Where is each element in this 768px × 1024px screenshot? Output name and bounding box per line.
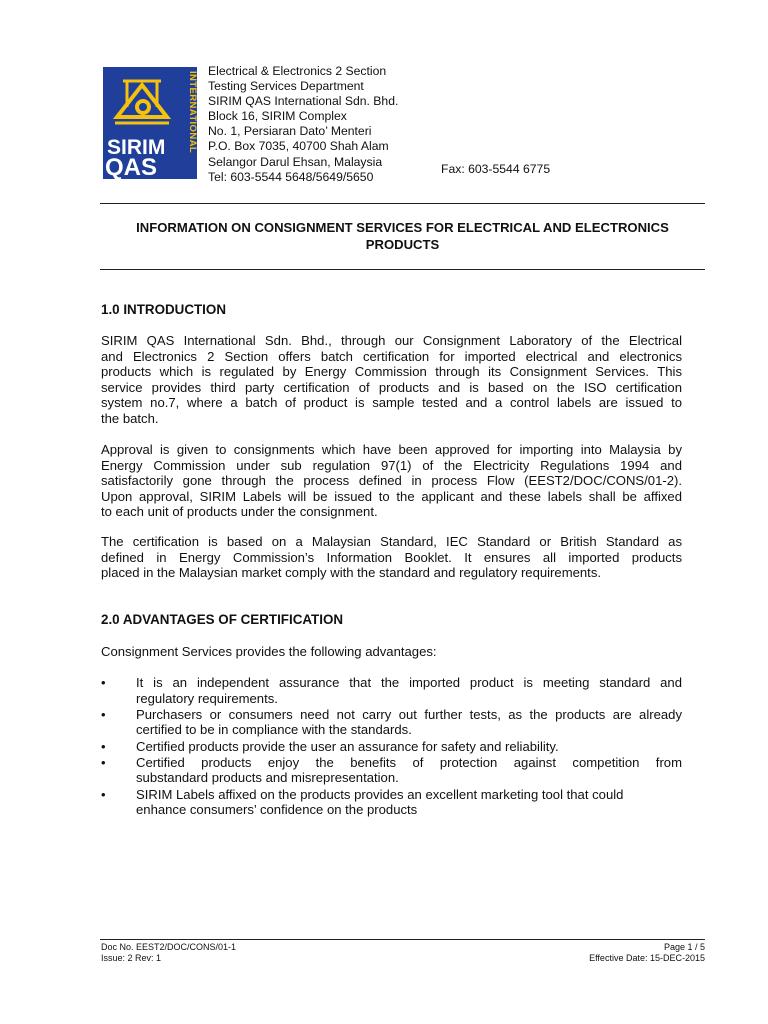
effective-date: Effective Date: 15-DEC-2015 (589, 953, 705, 963)
text-line: placed in the Malaysian market comply with the standard and regulatory requirements. (101, 565, 601, 581)
document-title (100, 219, 705, 253)
text-line: Upon approval, SIRIM Labels will be issued to the applicant and these labels shall be affixed (101, 488, 682, 504)
address-line: Testing Services Department (208, 79, 364, 94)
text-line: The certification is based on a Malaysian Standard, IEC Standard or British Standard as (101, 534, 682, 549)
list-item (101, 755, 682, 786)
advantages-intro (101, 644, 682, 660)
bullet-icon: • (101, 675, 106, 690)
footer-left (101, 942, 236, 964)
address-line: Selangor Darul Ehsan, Malaysia (208, 154, 383, 169)
text-line: and Electronics 2 Section offers batch certification for imported electrical and electronics (101, 348, 682, 364)
logo-sirim-text: SIRIM (107, 136, 166, 159)
text-line: system no.7, where a batch of product is sample tested and a control labels are issued to (101, 395, 682, 411)
text-line: SIRIM Labels affixed on the products provides an excellent marketing tool that could (136, 786, 624, 802)
section-heading-advantages: 2.0 ADVANTAGES OF CERTIFICATION (101, 612, 344, 627)
text-line: Certified products provide the user an assurance for safety and reliability. (136, 738, 559, 754)
title-line: PRODUCTS (365, 237, 440, 252)
logo-qas-text: QAS (105, 154, 158, 179)
advantages-list (101, 675, 682, 818)
text-line: enhance consumers’ confidence on the products (136, 802, 418, 818)
issue-revision: Issue: 2 Rev: 1 (101, 953, 162, 963)
list-item (101, 739, 682, 755)
text-line: Purchasers or consumers need not carry out further tests, as the products are already (136, 706, 682, 722)
address-block (208, 64, 398, 185)
text-line: to each unit of products under the consignment. (101, 504, 378, 520)
list-item (101, 787, 682, 818)
title-bottom-rule (100, 269, 705, 270)
list-item (101, 675, 682, 706)
sirim-qas-logo (103, 67, 197, 179)
bullet-icon: • (101, 754, 106, 770)
page-number: Page 1 / 5 (663, 942, 705, 952)
text-line: satisfactorily gone through the process defined in process Flow (EEST2/DOC/CONS/01-2). (101, 473, 682, 489)
footer-rule (100, 939, 705, 940)
bullet-icon: • (101, 786, 106, 802)
text-line: Certified products enjoy the benefits of protection against competition from (136, 754, 682, 770)
text-line: SIRIM QAS International Sdn. Bhd., through our Consignment Laboratory of the Electrical (101, 333, 682, 348)
text-line: It is an independent assurance that the imported product is meeting standard and (136, 675, 682, 690)
address-line: No. 1, Persiaran Dato’ Menteri (208, 124, 372, 139)
address-line: Block 16, SIRIM Complex (208, 109, 347, 124)
title-line: INFORMATION ON CONSIGNMENT SERVICES FOR ELECTRICAL AND ELECTRONICS (136, 220, 669, 235)
paragraph-intro-1 (101, 333, 682, 427)
paragraph-intro-2 (101, 442, 682, 520)
text-line: certified to be in compliance with the standards. (136, 722, 412, 738)
bullet-icon: • (101, 738, 106, 754)
text-line: defined in Energy Commission’s Information Booklet. It ensures all imported products (101, 549, 682, 565)
bullet-icon: • (101, 706, 106, 722)
address-line: P.O. Box 7035, 40700 Shah Alam (208, 139, 389, 154)
text-line: products which is regulated by Energy Commission through its Consignment Services. This (101, 364, 682, 380)
paragraph-intro-3 (101, 534, 682, 581)
text-line: substandard products and misrepresentation. (136, 770, 399, 786)
fax-number: Fax: 603-5544 6775 (441, 162, 551, 176)
text-line: the batch. (101, 410, 159, 426)
address-line: SIRIM QAS International Sdn. Bhd. (208, 94, 399, 109)
footer-right (589, 942, 705, 964)
text-line: Consignment Services provides the following advantages: (101, 644, 437, 659)
text-line: Approval is given to consignments which have been approved for importing into Malaysia by (101, 442, 682, 457)
logo-emblem (103, 67, 197, 179)
text-line: regulatory requirements. (136, 690, 278, 706)
list-item (101, 707, 682, 738)
address-line: Electrical & Electronics 2 Section (208, 64, 387, 78)
title-top-rule (100, 203, 705, 204)
text-line: Energy Commission under sub regulation 97(1) of the Electricity Regulations 1994 and (101, 457, 682, 473)
text-line: service provides third party certification of products and is based on the ISO certification (101, 379, 682, 395)
doc-number: Doc No. EEST2/DOC/CONS/01-1 (101, 942, 237, 952)
logo-international-text: INTERNATIONAL (187, 71, 197, 154)
telephone-line: Tel: 603-5544 5648/5649/5650 (208, 169, 374, 184)
section-heading-introduction: 1.0 INTRODUCTION (101, 302, 226, 317)
